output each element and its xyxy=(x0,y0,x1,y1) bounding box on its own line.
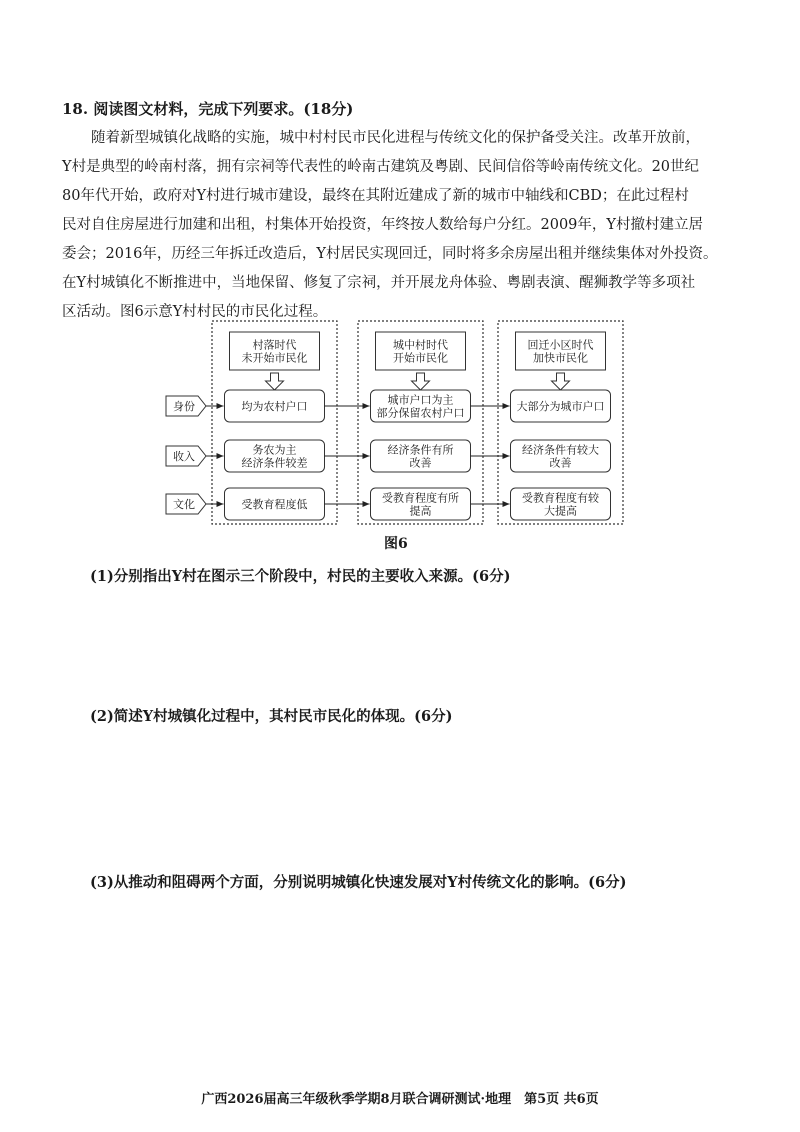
passage-line: 80年代开始，政府对Y村进行城市建设，最终在其附近建成了新的城市中轴线和CBD；在此过程村 xyxy=(62,188,689,204)
stage-cell-text: 经济条件有较大改善 xyxy=(522,443,599,470)
page-footer: 广西2026届高三年级秋季学期8月联合调研测试·地理 第5页 共6页 xyxy=(201,1092,599,1107)
stage-cell-text: 受教育程度低 xyxy=(241,498,308,511)
row-label-text: 身份 xyxy=(173,400,195,413)
passage-line: 民对自住房屋进行加建和出租，村集体开始投资，年终按人数给每户分红。2009年，Y村撤村建立居 xyxy=(62,217,703,233)
stage-cell-text: 均为农村户口 xyxy=(241,400,308,413)
stage-cell-text: 务农为主经济条件较差 xyxy=(241,443,308,470)
stage-cell-text: 大部分为城市户口 xyxy=(516,400,605,413)
row-label-text: 文化 xyxy=(173,498,195,511)
subquestion-1: (1)分别指出Y村在图示三个阶段中，村民的主要收入来源。(6分) xyxy=(90,568,511,585)
passage-line: 区活动。图6示意Y村村民的市民化过程。 xyxy=(62,304,328,320)
passage-line: 委会；2016年，历经三年拆迁改造后，Y村居民实现回迁，同时将多余房屋出租并继续集体对外投资。 xyxy=(62,246,718,262)
stage-header-label: 城中村时代开始市民化 xyxy=(393,338,448,365)
down-arrow-icon xyxy=(552,373,570,390)
down-arrow-icon xyxy=(412,373,430,390)
figure-6-flowchart xyxy=(160,318,630,528)
figure-caption: 图6 xyxy=(384,536,408,552)
question-passage xyxy=(62,124,756,327)
subquestion-2: (2)简述Y村城镇化过程中，其村民市民化的体现。(6分) xyxy=(90,708,453,725)
down-arrow-icon xyxy=(266,373,284,390)
row-label-text: 收入 xyxy=(173,450,195,463)
stage-cell-text: 受教育程度有所提高 xyxy=(382,491,459,518)
stage-header-label: 回迁小区时代加快市民化 xyxy=(527,338,594,365)
stage-header-label: 村落时代未开始市民化 xyxy=(241,338,308,365)
question-title: 18. 阅读图文材料，完成下列要求。(18分) xyxy=(62,100,354,118)
passage-line: 在Y村城镇化不断推进中，当地保留、修复了宗祠，并开展龙舟体验、粤剧表演、醒狮教学等多项社 xyxy=(62,275,696,291)
stage-cell-text: 受教育程度有较大提高 xyxy=(522,491,599,518)
flowchart-svg xyxy=(160,318,630,528)
stage-cell-text: 经济条件有所改善 xyxy=(387,443,454,470)
subquestion-3: (3)从推动和阻碍两个方面，分别说明城镇化快速发展对Y村传统文化的影响。(6分) xyxy=(90,874,627,891)
stage-cell-text: 城市户口为主部分保留农村户口 xyxy=(376,393,465,420)
passage-line: Y村是典型的岭南村落，拥有宗祠等代表性的岭南古建筑及粤剧、民间信俗等岭南传统文化。20世纪 xyxy=(62,159,700,175)
passage-line: 随着新型城镇化战略的实施，城中村村民市民化进程与传统文化的保护备受关注。改革开放前， xyxy=(91,130,700,146)
